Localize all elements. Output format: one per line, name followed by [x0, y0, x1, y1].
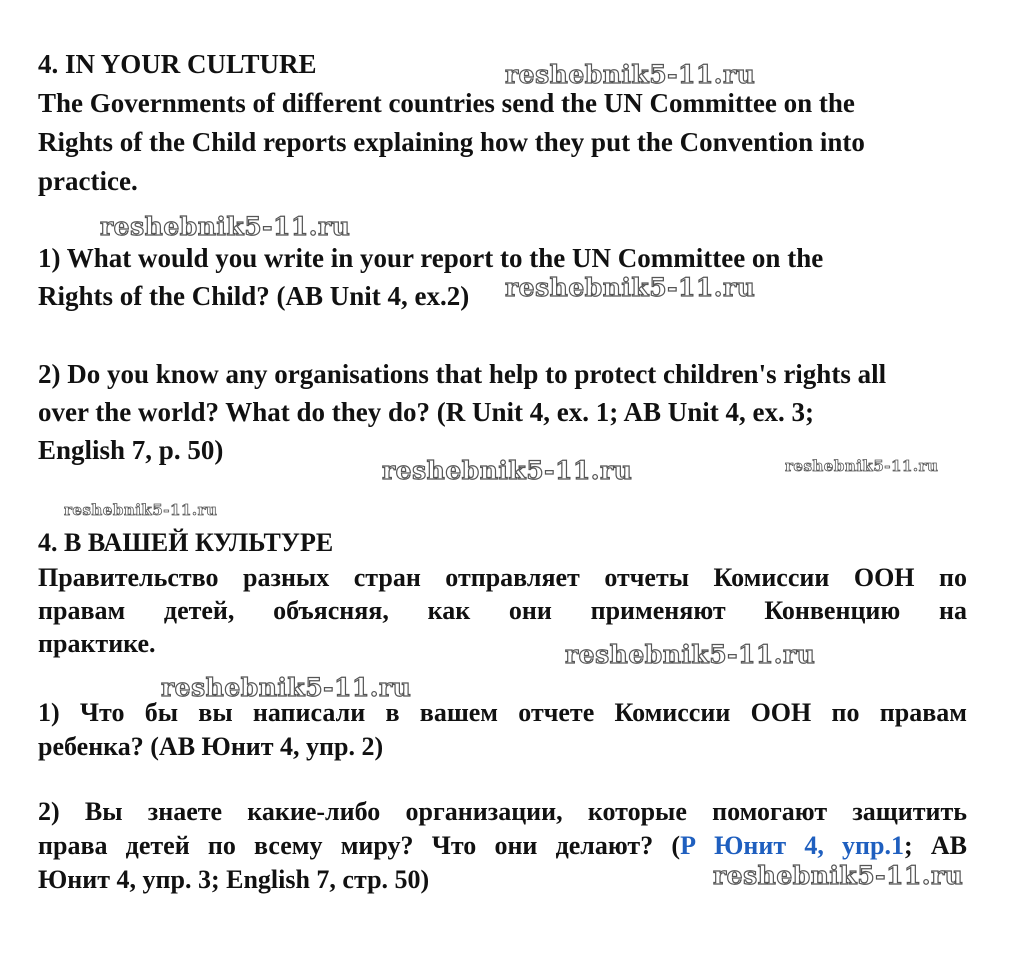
russian-intro-line-3: практике. [38, 629, 156, 658]
watermark: reshebnik5-11.ru [382, 456, 633, 485]
watermark: reshebnik5-11.ru [565, 640, 816, 669]
russian-intro-line-2: правам детей, объясняя, как они применяют Конвенцию на [38, 596, 967, 625]
english-intro-line-3: practice. [38, 166, 138, 196]
russian-question-2-line-3: Юнит 4, упр. 3; English 7, стр. 50) [38, 865, 430, 894]
watermark: reshebnik5-11.ru [64, 501, 218, 519]
english-heading: 4. IN YOUR CULTURE [38, 49, 317, 79]
english-question-2-line-3: English 7, p. 50) [38, 435, 224, 465]
english-question-2-line-2: over the world? What do they do? (R Unit 4, ex. 1; AB Unit 4, ex. 3; [38, 397, 814, 427]
russian-question-2-line-2 [38, 827, 967, 865]
english-question-2-line-1: 2) Do you know any organisations that help to protect children's rights all [38, 359, 887, 389]
russian-heading: 4. В ВАШЕЙ КУЛЬТУРЕ [38, 528, 334, 557]
watermark: reshebnik5-11.ru [100, 212, 351, 241]
watermark: reshebnik5-11.ru [161, 673, 412, 702]
watermark: reshebnik5-11.ru [713, 861, 964, 890]
english-question-1-line-2: Rights of the Child? (AB Unit 4, ex.2) [38, 281, 470, 311]
english-intro-line-2: Rights of the Child reports explaining how they put the Convention into [38, 127, 865, 157]
russian-intro-line-1: Правительство разных стран отправляет отчеты Комиссии ООН по [38, 563, 967, 592]
russian-question-2-line-2-start: права детей по всему миру? Что они делают? ( [38, 831, 681, 860]
english-question-1-line-1: 1) What would you write in your report to the UN Committee on the [38, 243, 824, 273]
english-intro-line-1: The Governments of different countries send the UN Committee on the [38, 88, 855, 118]
watermark: reshebnik5-11.ru [505, 273, 756, 302]
russian-question-2-line-2-end: ; АВ [904, 831, 967, 860]
watermark: reshebnik5-11.ru [505, 60, 756, 89]
russian-question-1-line-1: 1) Что бы вы написали в вашем отчете Комиссии ООН по правам [38, 698, 967, 727]
watermark: reshebnik5-11.ru [785, 457, 939, 475]
reference-link[interactable]: Р Юнит 4, упр.1 [680, 831, 905, 860]
russian-question-2-line-1: 2) Вы знаете какие-либо организации, которые помогают защитить [38, 797, 967, 826]
russian-question-1-line-2: ребенка? (АВ Юнит 4, упр. 2) [38, 732, 384, 761]
